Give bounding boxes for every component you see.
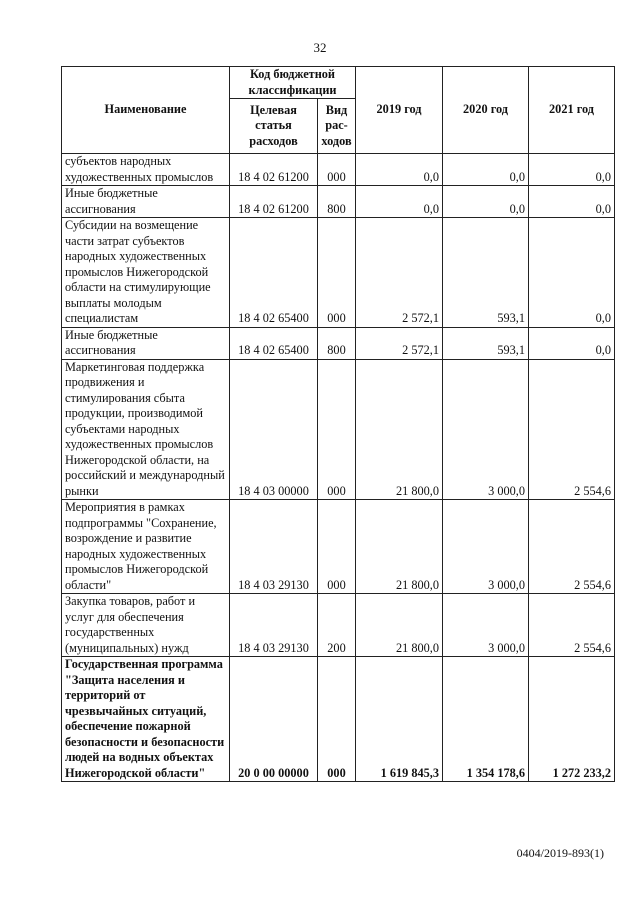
cell-name: субъектов народных художественных промыслов [62,154,230,186]
cell-name: Маркетинговая поддержка продвижения и стимулирования сбыта продукции, производимой субъектами народных художественных промыслов Нижегородской области, на российский и международный рынки [62,359,230,500]
cell-target-article: 18 4 02 65400 [230,218,318,328]
cell-2021: 0,0 [529,218,615,328]
cell-expense-kind: 000 [318,218,356,328]
cell-2020: 0,0 [443,186,529,218]
cell-2021: 0,0 [529,186,615,218]
cell-expense-kind: 000 [318,500,356,594]
cell-expense-kind: 000 [318,359,356,500]
header-expense-kind: Вид рас-ходов [318,99,356,154]
table-row [62,657,615,782]
page-number: 32 [313,40,327,55]
cell-target-article: 18 4 03 00000 [230,359,318,500]
cell-2020: 1 354 178,6 [443,657,529,782]
cell-expense-kind: 800 [318,327,356,359]
cell-2019: 0,0 [356,186,443,218]
cell-2019: 0,0 [356,154,443,186]
header-name: Наименование [62,67,230,154]
cell-target-article: 18 4 03 29130 [230,594,318,657]
cell-2021: 0,0 [529,154,615,186]
cell-2019: 21 800,0 [356,594,443,657]
cell-2021: 1 272 233,2 [529,657,615,782]
cell-expense-kind: 800 [318,186,356,218]
cell-expense-kind: 000 [318,154,356,186]
cell-name: Мероприятия в рамках подпрограммы "Сохранение, возрождение и развитие народных художественных промыслов Нижегородской области" [62,500,230,594]
table-row [62,218,615,328]
cell-target-article: 18 4 02 65400 [230,327,318,359]
cell-name: Государственная программа "Защита населения и территорий от чрезвычайных ситуаций, обеспечение пожарной безопасности и безопасности людей на водных объектах Нижегородской области" [62,657,230,782]
cell-2021: 2 554,6 [529,594,615,657]
header-target-article: Целевая статья расходов [230,99,318,154]
document-code: 0404/2019-893(1) [516,846,604,860]
cell-2020: 593,1 [443,218,529,328]
cell-target-article: 18 4 02 61200 [230,154,318,186]
cell-target-article: 20 0 00 00000 [230,657,318,782]
table-row [62,500,615,594]
cell-name: Субсидии на возмещение части затрат субъектов народных художественных промыслов Нижегородской области на стимулирующие выплаты молодым специалистам [62,218,230,328]
header-2021: 2021 год [529,67,615,154]
header-2019: 2019 год [356,67,443,154]
header-code-group: Код бюджетной классификации [230,67,356,99]
cell-2021: 2 554,6 [529,500,615,594]
cell-2021: 2 554,6 [529,359,615,500]
cell-2019: 2 572,1 [356,218,443,328]
cell-2020: 0,0 [443,154,529,186]
cell-2019: 21 800,0 [356,359,443,500]
cell-2020: 593,1 [443,327,529,359]
table-row [62,594,615,657]
budget-table [61,66,615,782]
cell-2021: 0,0 [529,327,615,359]
cell-2020: 3 000,0 [443,594,529,657]
cell-2019: 2 572,1 [356,327,443,359]
cell-name: Закупка товаров, работ и услуг для обеспечения государственных (муниципальных) нужд [62,594,230,657]
cell-2019: 1 619 845,3 [356,657,443,782]
cell-target-article: 18 4 03 29130 [230,500,318,594]
table-row [62,359,615,500]
table-row [62,154,615,186]
cell-target-article: 18 4 02 61200 [230,186,318,218]
table-row [62,186,615,218]
cell-name: Иные бюджетные ассигнования [62,327,230,359]
table-row [62,327,615,359]
header-2020: 2020 год [443,67,529,154]
cell-expense-kind: 200 [318,594,356,657]
cell-2020: 3 000,0 [443,500,529,594]
table-body [62,154,615,782]
cell-2019: 21 800,0 [356,500,443,594]
cell-2020: 3 000,0 [443,359,529,500]
cell-expense-kind: 000 [318,657,356,782]
cell-name: Иные бюджетные ассигнования [62,186,230,218]
